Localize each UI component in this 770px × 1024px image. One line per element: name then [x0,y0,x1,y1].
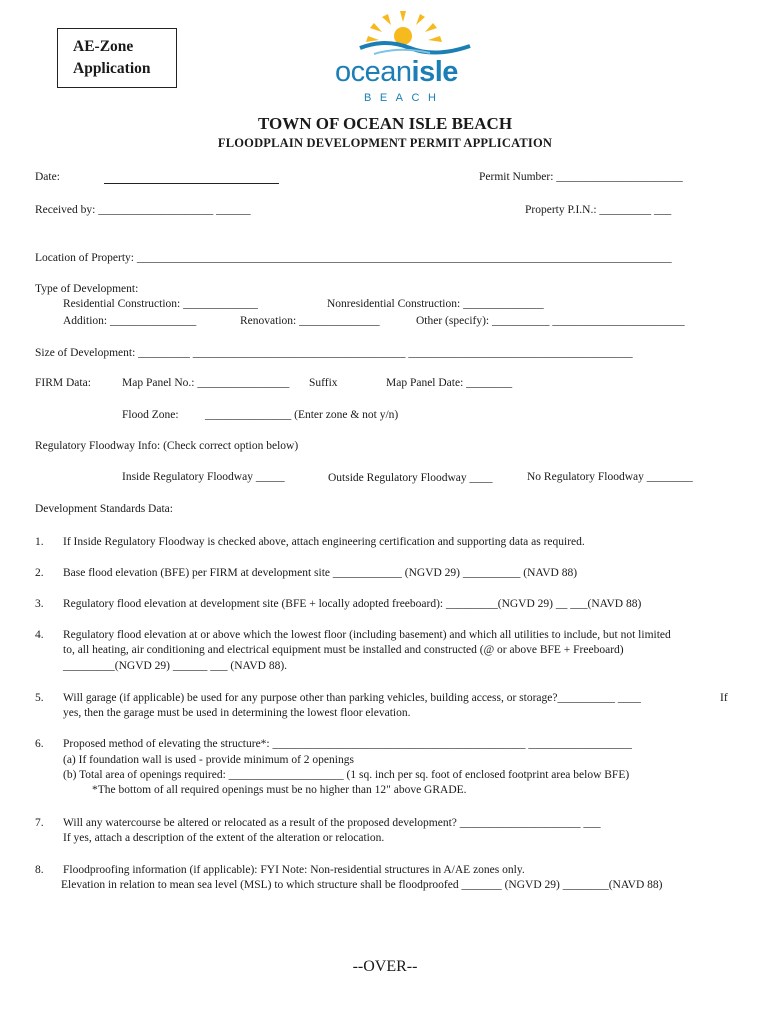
item-6-line1[interactable]: Proposed method of elevating the structure*: ____________________________________________ __________________ [63,738,632,750]
item-6-line4: *The bottom of all required openings must be no higher than 12" above GRADE. [92,784,467,796]
item-4-line3[interactable]: _________(NGVD 29) ______ ___ (NAVD 88). [63,660,288,672]
item-5-line2: yes, then the garage must be used in determining the lowest floor elevation. [63,707,411,719]
item-number: 6. [35,738,44,750]
inside-floodway-option[interactable]: Inside Regulatory Floodway _____ [122,471,285,483]
map-panel-date-field[interactable]: Map Panel Date: ________ [386,377,513,389]
date-field[interactable] [104,183,279,184]
item-1-text: If Inside Regulatory Floodway is checked above, attach engineering certification and supporting data as required. [63,536,585,548]
zone-box-line2: Application [73,60,151,77]
item-number: 3. [35,598,44,610]
item-number: 1. [35,536,44,548]
location-field[interactable]: Location of Property: _____________________________________________________________________________________________ [35,252,672,264]
floodway-info: Regulatory Floodway Info: (Check correct option below) [35,440,299,452]
item-number: 8. [35,864,44,876]
item-3-text[interactable]: Regulatory flood elevation at development site (BFE + locally adopted freeboard): _________(NGVD 29) __ ___(NAVD 88) [63,598,642,610]
item-5-trail: If [720,692,728,704]
size-field[interactable]: Size of Development: _________ _____________________________________ _______________________________________ [35,347,633,359]
residential-field[interactable]: Residential Construction: _____________ [63,298,258,310]
nonresidential-field[interactable]: Nonresidential Construction: ______________ [327,298,544,310]
item-6-line3[interactable]: (b) Total area of openings required: ____________________ (1 sq. inch per sq. foot of enclosed footprint area below BFE) [63,769,630,781]
addition-field[interactable]: Addition: _______________ [63,315,197,327]
town-title: TOWN OF OCEAN ISLE BEACH [257,114,513,133]
item-number: 7. [35,817,44,829]
item-number: 4. [35,629,44,641]
item-8-line1: Floodproofing information (if applicable): FYI Note: Non-residential structures in A/AE zones only. [63,864,525,876]
item-8-line2[interactable]: Elevation in relation to mean sea level (MSL) to which structure shall be floodproofed _______ (NGVD 29) ________(NAVD 88) [61,879,663,891]
date-label: Date: [35,171,60,183]
item-7-line2: If yes, attach a description of the extent of the alteration or relocation. [63,832,385,844]
standards-heading: Development Standards Data: [35,503,173,515]
outside-floodway-option[interactable]: Outside Regulatory Floodway ____ [328,472,493,484]
firm-label: FIRM Data: [35,377,91,389]
item-7-line1[interactable]: Will any watercourse be altered or relocated as a result of the proposed development? _____________________ ___ [63,817,601,829]
item-number: 5. [35,692,44,704]
other-field[interactable]: Other (specify): __________ _______________________ [416,315,685,327]
over-footer: --OVER-- [352,958,418,975]
property-pin-field[interactable]: Property P.I.N.: _________ ___ [525,204,672,216]
type-heading: Type of Development: [35,283,139,295]
ae-zone-label-box [57,28,177,88]
logo-wordmark: oceanisle [335,56,458,88]
logo-beach-text: BEACH [364,92,445,104]
item-2-text[interactable]: Base flood elevation (BFE) per FIRM at development site ____________ (NGVD 29) __________ (NAVD 88) [63,567,578,579]
item-6-line2: (a) If foundation wall is used - provide minimum of 2 openings [63,754,354,766]
flood-zone-field[interactable]: _______________ (Enter zone & not y/n) [205,409,399,421]
zone-box-line1: AE-Zone [73,38,134,55]
form-title: FLOODPLAIN DEVELOPMENT PERMIT APPLICATION [217,136,553,150]
sun-icon [366,11,442,45]
permit-number-field[interactable]: Permit Number: ______________________ [479,171,683,183]
no-floodway-option[interactable]: No Regulatory Floodway ________ [527,471,693,483]
map-panel-field[interactable]: Map Panel No.: ________________ [122,377,290,389]
suffix-label: Suffix [309,377,338,389]
received-by-field[interactable]: Received by: ____________________ ______ [35,204,251,216]
item-4-line1: Regulatory flood elevation at or above which the lowest floor (including basement) and which all utilities to include, but not limited [63,629,671,641]
item-number: 2. [35,567,44,579]
renovation-field[interactable]: Renovation: ______________ [240,315,380,327]
item-5-line1[interactable]: Will garage (if applicable) be used for any purpose other than parking vehicles, building access, or storage?__________ ____ [63,692,641,704]
item-4-line2: to, all heating, air conditioning and electrical equipment must be installed and constructed (@ or above BFE + Freeboard) [63,644,624,656]
flood-zone-label: Flood Zone: [122,409,179,421]
